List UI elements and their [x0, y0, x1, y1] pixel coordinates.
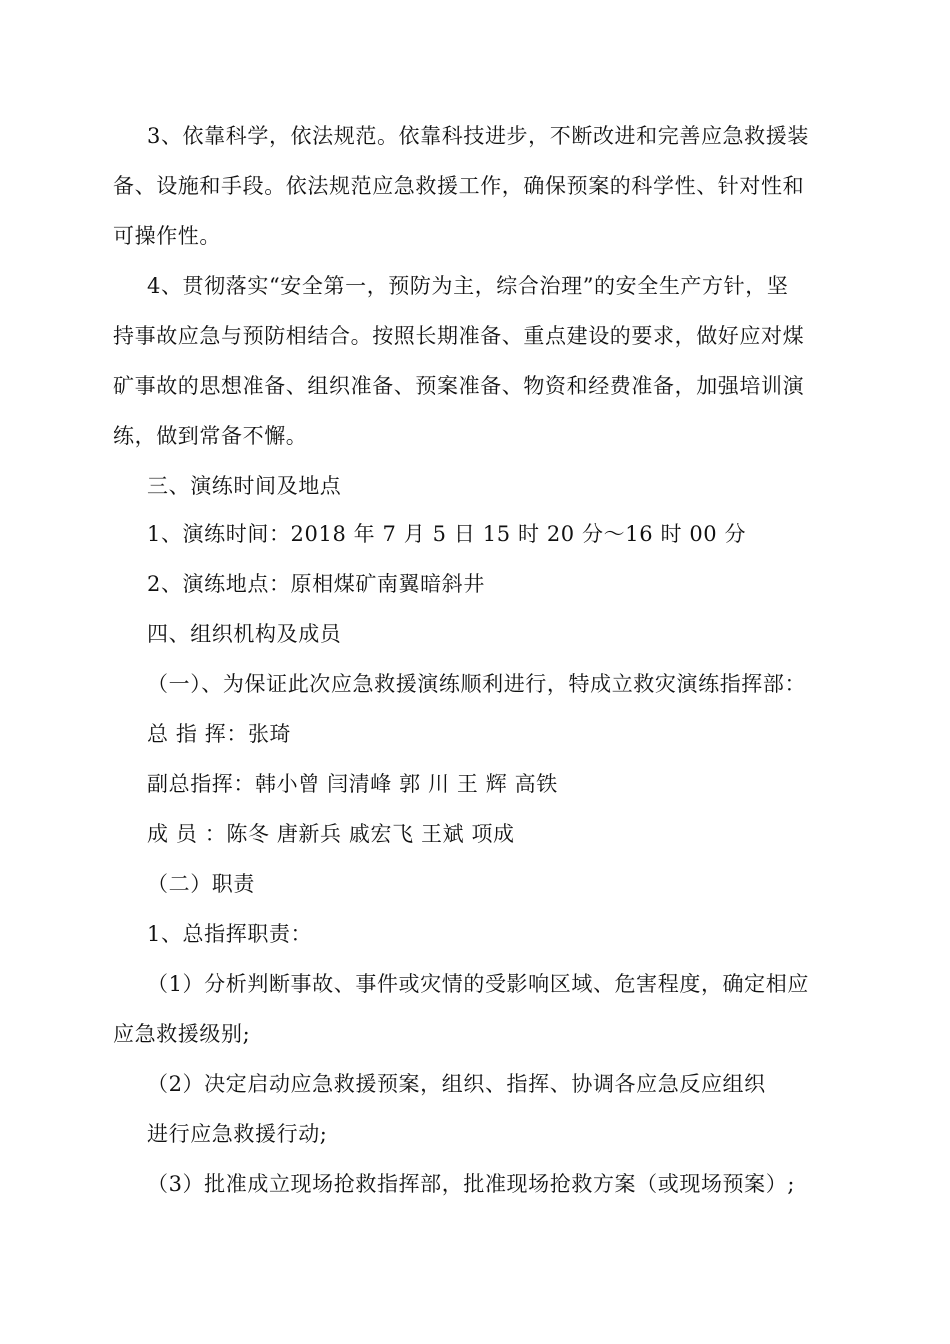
responsibility-1-line-1: （1）分析判断事故、事件或灾情的受影响区域、危害程度，确定相应 — [147, 972, 809, 996]
commander-in-chief: 总 指 挥：张琦 — [147, 722, 292, 746]
deputy-commanders: 副总指挥：韩小曾 闫清峰 郭 川 王 辉 高铁 — [147, 772, 558, 796]
section-heading-organization: 四、组织机构及成员 — [147, 622, 342, 646]
subsection-command-intro: （一）、为保证此次应急救援演练顺利进行，特成立救灾演练指挥部： — [147, 672, 807, 696]
members: 成 员 ：陈冬 唐新兵 戚宏飞 王斌 项成 — [147, 822, 515, 846]
subsection-responsibilities: （二）职责 — [147, 872, 255, 896]
paragraph-principle-3-line-1: 3、依靠科学，依法规范。依靠科技进步，不断改进和完善应急救援装 — [147, 124, 809, 148]
paragraph-principle-3-line-2: 备、设施和手段。依法规范应急救援工作，确保预案的科学性、针对性和 — [113, 174, 805, 198]
paragraph-principle-4-line-1: 4、贯彻落实“安全第一，预防为主，综合治理”的安全生产方针，坚 — [147, 274, 789, 298]
paragraph-principle-4-line-2: 持事故应急与预防相结合。按照长期准备、重点建设的要求，做好应对煤 — [113, 324, 805, 348]
paragraph-principle-4-line-3: 矿事故的思想准备、组织准备、预案准备、物资和经费准备，加强培训演 — [113, 374, 805, 398]
drill-time: 1、演练时间：2018 年 7 月 5 日 15 时 20 分～16 时 00 分 — [147, 522, 747, 546]
responsibility-2-line-2: 进行应急救援行动; — [147, 1122, 328, 1146]
responsibility-1-line-2: 应急救援级别; — [113, 1022, 251, 1046]
section-heading-time-location: 三、演练时间及地点 — [147, 474, 342, 498]
responsibility-3-line-1: （3）批准成立现场抢救指挥部，批准现场抢救方案（或现场预案）; — [147, 1172, 796, 1196]
drill-location: 2、演练地点：原相煤矿南翼暗斜井 — [147, 572, 485, 596]
responsibility-2-line-1: （2）决定启动应急救援预案，组织、指挥、协调各应急反应组织 — [147, 1072, 766, 1096]
paragraph-principle-4-line-4: 练，做到常备不懈。 — [113, 424, 308, 448]
paragraph-principle-3-line-3: 可操作性。 — [113, 224, 221, 248]
commander-responsibilities-heading: 1、总指挥职责： — [147, 922, 313, 946]
